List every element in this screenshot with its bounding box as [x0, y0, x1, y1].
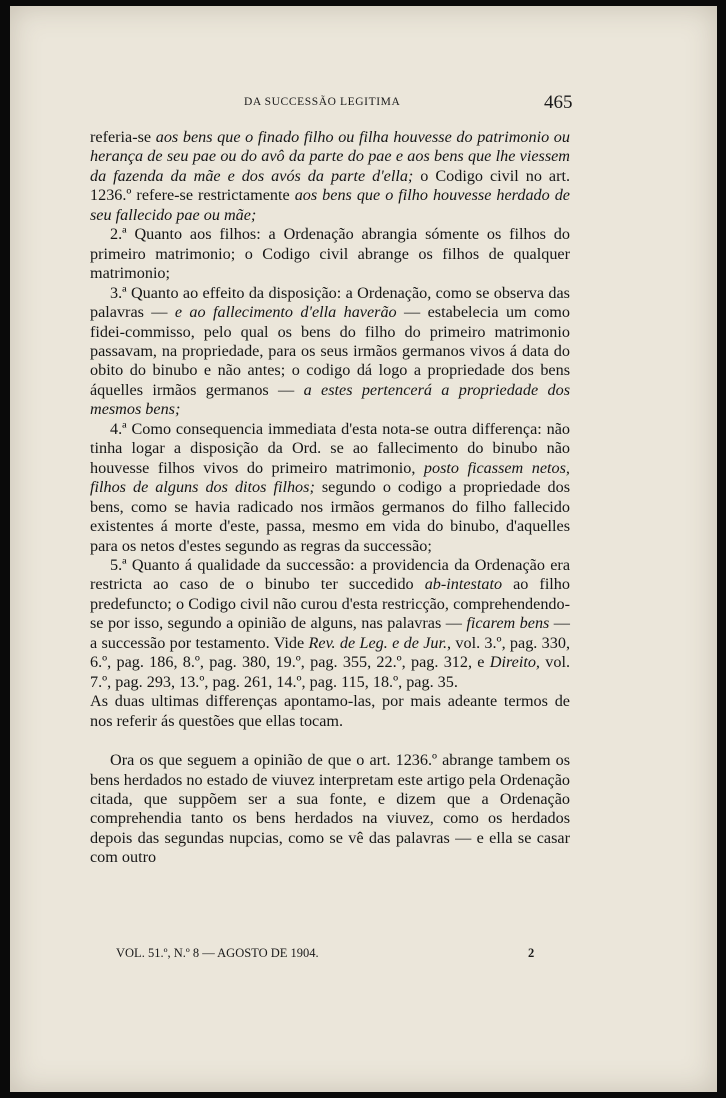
- text-run: 2.ª Quanto aos filhos: a Ordenação abrangia sómente os filhos do primeiro matrimonio; o Codigo civil abrange os filhos de qualquer matrimonio;: [90, 225, 570, 283]
- text-run: vol. 7.º, pag. 293, 13.º, pag. 261, 14.º, pag. 115, 18.º, pag. 35.: [90, 653, 570, 691]
- page-number: 465: [544, 92, 573, 113]
- italic-text-run: ficarem bens: [466, 614, 550, 633]
- body-text: [90, 128, 570, 868]
- paragraph: [90, 128, 570, 225]
- paragraph: [90, 284, 570, 420]
- italic-text-run: e ao fallecimento d'ella haverão: [174, 303, 397, 322]
- page-header: [10, 92, 717, 116]
- text-run: As duas ultimas differenças apontamo-las, por mais adeante termos de nos referir ás questões que ellas tocam.: [90, 692, 570, 730]
- italic-text-run: posto ficassem netos, filhos de alguns dos ditos filhos;: [90, 458, 570, 497]
- text-run: 3.ª Quanto ao effeito da disposição: a Ordenação, como se observa das palavras —: [90, 283, 570, 322]
- running-title: DA SUCCESSÃO LEGITIMA: [244, 96, 401, 108]
- paragraph: [90, 556, 570, 692]
- signature-number: 2: [528, 946, 535, 960]
- paragraph: [90, 692, 570, 731]
- book-page: [10, 6, 717, 1092]
- text-run: 5.ª Quanto á qualidade da successão: a providencia da Ordenação era restricta ao caso de o binubo ter succedido: [90, 555, 570, 594]
- volume-issue-line: VOL. 51.º, N.º 8 — AGOSTO DE 1904.: [116, 946, 319, 960]
- italic-text-run: Direito,: [489, 653, 540, 672]
- paragraph: [90, 751, 570, 868]
- text-run: o Codigo civil no art. 1236.º refere-se restrictamente: [90, 166, 571, 205]
- text-run: , vol. 3.º, pag. 330, 6.º, pag. 186, 8.º, pag. 380, 19.º, pag. 355, 22.º, pag. 312, e: [90, 633, 570, 672]
- text-run: 4.ª Como consequencia immediata d'esta nota-se outra differença: não tinha logar a disposição da Ord. se ao fallecimento do binubo não houvesse filhos vivos do primeiro matrimonio,: [90, 419, 570, 477]
- italic-text-run: Rev. de Leg. e de Jur.: [308, 633, 448, 652]
- text-run: — estabelecia um como fidei-commisso, pelo qual os bens do filho do primeiro matrimonio passavam, na propriedade, para os seus irmãos germanos vivos á data do obito do binubo e não antes; o codigo dá logo a propriedade dos bens áquelles irmãos germanos —: [90, 303, 570, 399]
- text-run: Ora os que seguem a opinião de que o art. 1236.º abrange tambem os bens herdados no estado de viuvez interpretam este artigo pela Ordenação citada, que suppõem ser a sua fonte, e dizem que a Ordenação comprehendia tanto os bens herdados na viuvez, como os herdados depois das segundas nupcias, como se vê das palavras — e ella se casar com outro: [90, 751, 570, 867]
- italic-text-run: ab-intestato: [424, 575, 503, 594]
- page-footer: [116, 944, 546, 966]
- italic-text-run: aos bens que o filho houvesse herdado de seu fallecido pae ou mãe;: [90, 186, 570, 224]
- text-run: — a successão por testamento. Vide: [90, 614, 570, 652]
- italic-text-run: a estes pertencerá a propriedade dos mesmos bens;: [90, 380, 570, 419]
- text-run: segundo o codigo a propriedade dos bens, como se havia radicado nos irmãos germanos do filho fallecido existentes á morte d'este, passa, mesmo em vida do binubo, d'aquelles para os netos d'estes segundo as regras da successão;: [90, 478, 570, 555]
- paragraph: [90, 225, 570, 283]
- paragraph: [90, 420, 570, 556]
- text-run: ao filho predefuncto; o Codigo civil não curou d'esta restricção, comprehendendo-se por isso, segundo a opinião de alguns, nas palavras —: [90, 575, 570, 633]
- text-run: referia-se: [90, 128, 156, 146]
- italic-text-run: aos bens que o finado filho ou filha houvesse do patrimonio ou herança de seu pae ou do avô da parte do pae e aos bens que lhe viessem da fazenda da mãe e dos avós da parte d'ella;: [90, 128, 570, 185]
